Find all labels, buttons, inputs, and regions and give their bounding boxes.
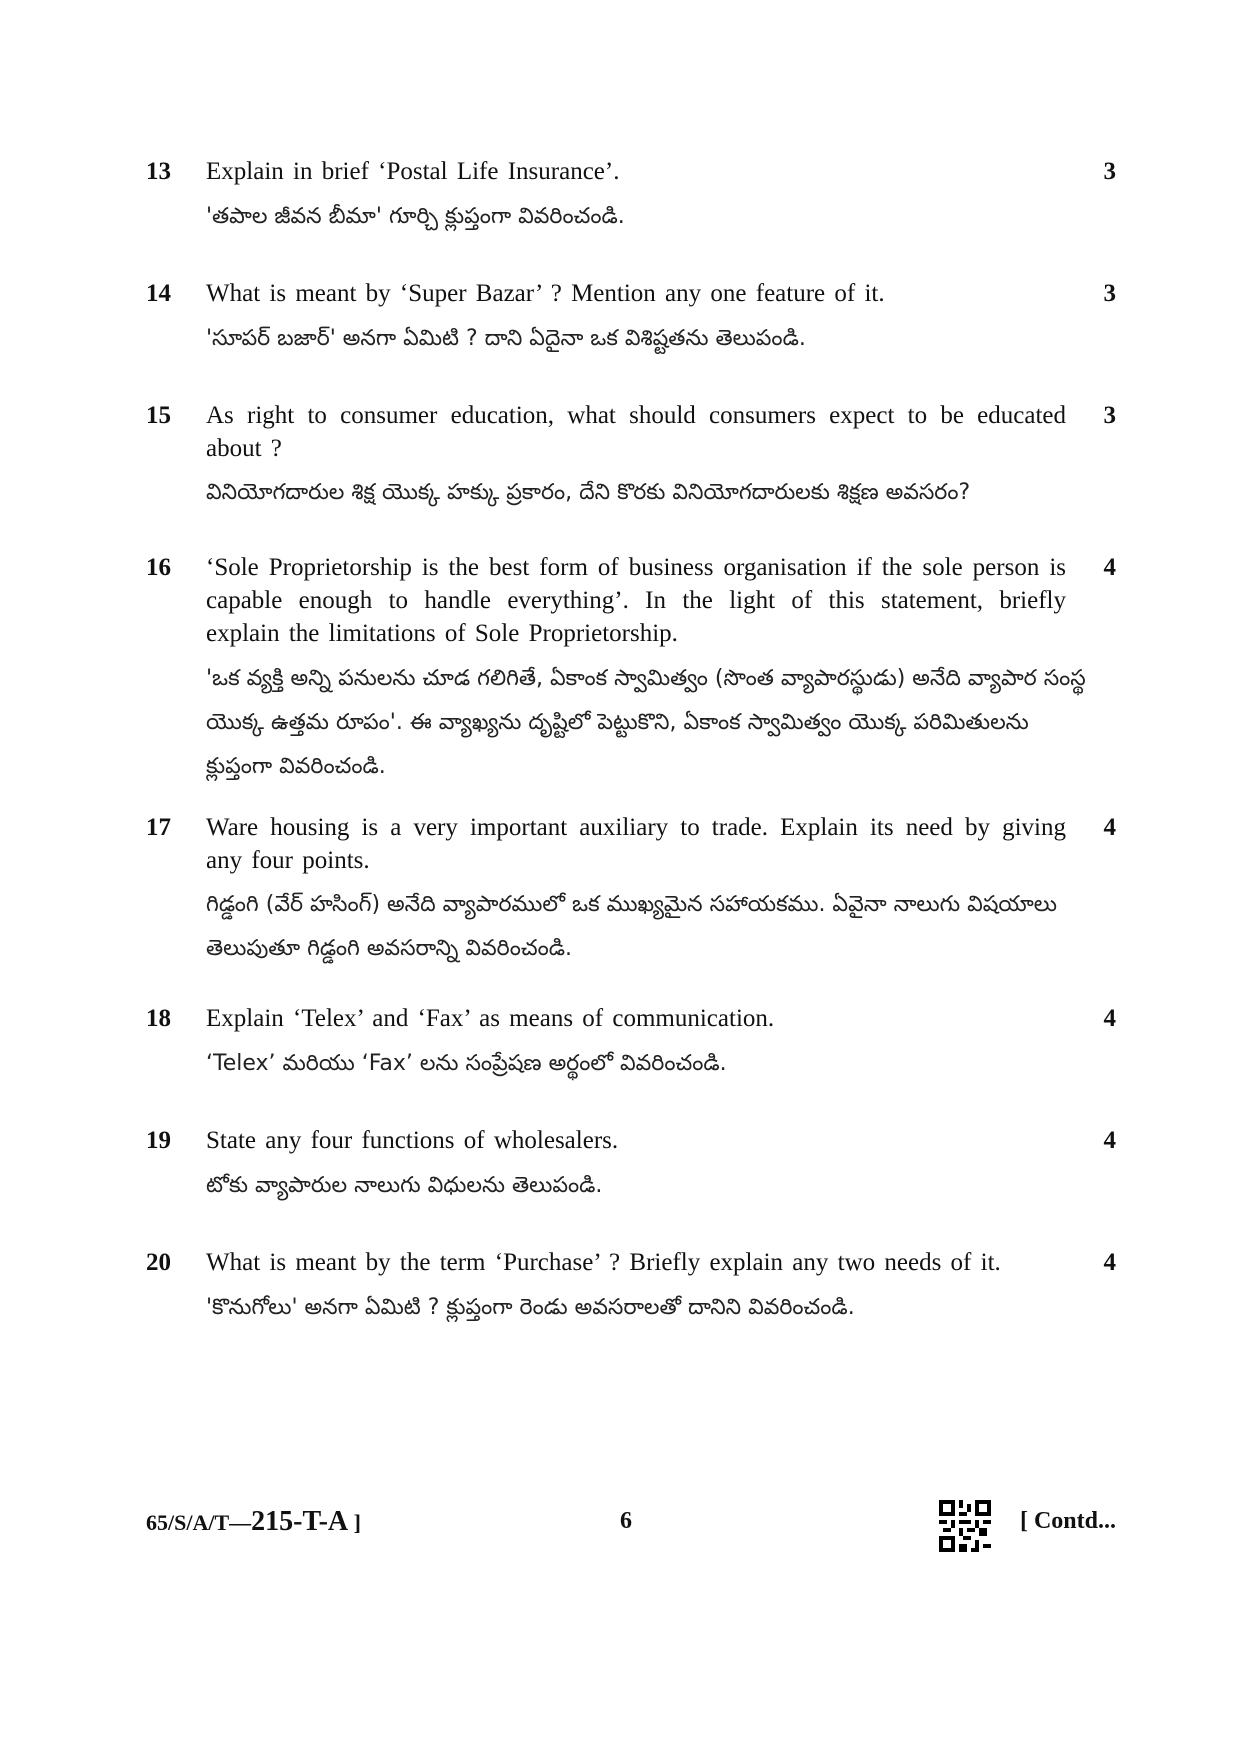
question-text-telugu: గిడ్డంగి (వేర్ హసింగ్) అనేది వ్యాపారములో ఒక ముఖ్యమైన సహాయకము. ఏవైనా నాలుగు విషయాలు తెలుపుతూ గిడ్డంగి అవసరాన్ని వివరించండి.: [206, 892, 1057, 961]
question-number: 19: [146, 1127, 171, 1154]
question-text-english: As right to consumer education, what should consumers expect to be educated about ?: [206, 402, 1066, 462]
question-text-telugu: 'సూపర్ బజార్' అనగా ఏమిటి ? దాని ఏదైనా ఒక విశిష్టతను తెలుపండి.: [206, 326, 806, 351]
page-footer: [146, 1500, 1136, 1550]
paper-code: [146, 1506, 361, 1538]
question-text-english: Explain in brief ‘Postal Life Insurance’.: [206, 158, 620, 185]
paper-code-suffix: ]: [348, 1510, 361, 1535]
question-marks: 4: [1103, 1005, 1116, 1032]
question-marks: 3: [1103, 402, 1116, 429]
paper-code-main: 215-T-A: [251, 1506, 349, 1537]
question-marks: 4: [1103, 1127, 1116, 1154]
question-text-english: ‘Sole Proprietorship is the best form of business organisation if the sole person is capable enough to handle everything’. In the light of this statement, briefly explain the limitations of Sole Proprietorship.: [206, 554, 1066, 647]
question-text-telugu: 'కొనుగోలు' అనగా ఏమిటి ? క్లుప్తంగా రెండు అవసరాలతో దానిని వివరించండి.: [206, 1295, 855, 1320]
question-text-english: Ware housing is a very important auxiliary to trade. Explain its need by giving any four points.: [206, 814, 1066, 874]
question-marks: 4: [1103, 814, 1116, 841]
question-text-telugu: టోకు వ్యాపారుల నాలుగు విధులను తెలుపండి.: [206, 1173, 603, 1198]
paper-code-prefix: 65/S/A/T—: [146, 1510, 252, 1535]
question-marks: 4: [1103, 554, 1116, 581]
question-marks: 4: [1103, 1249, 1116, 1276]
question-number: 14: [146, 280, 171, 307]
question-text-english: Explain ‘Telex’ and ‘Fax’ as means of communication.: [206, 1005, 775, 1032]
question-number: 15: [146, 402, 171, 429]
question-text-telugu: 'తపాల జీవన బీమా' గూర్చి క్లుప్తంగా వివరించండి.: [206, 204, 625, 229]
question-marks: 3: [1103, 158, 1116, 185]
question-text-telugu: 'ఒక వ్యక్తి అన్ని పనులను చూడ గలిగితే, ఏకాంక స్వామిత్వం (సొంత వ్యాపారస్థుడు) అనేది వ్యాపార సంస్థ యొక్క ఉత్తమ రూపం'. ఈ వ్యాఖ్యను దృష్టిలో పెట్టుకొని, ఏకాంక స్వామిత్వం యొక్క పరిమితులను క్లుప్తంగా వివరించండి.: [206, 666, 1086, 779]
continued-label: [ Contd...: [1019, 1508, 1116, 1534]
question-marks: 3: [1103, 280, 1116, 307]
question-number: 18: [146, 1005, 171, 1032]
question-text-english: State any four functions of wholesalers.: [206, 1127, 619, 1154]
question-number: 20: [146, 1249, 171, 1276]
question-text-english: What is meant by ‘Super Bazar’ ? Mention any one feature of it.: [206, 280, 885, 307]
question-number: 16: [146, 554, 171, 581]
question-number: 17: [146, 814, 171, 841]
question-text-telugu: ‘Telex’ మరియు ‘Fax’ లను సంప్రేషణ అర్థంలో వివరించండి.: [206, 1051, 727, 1076]
question-text-telugu: వినియోగదారుల శిక్ష యొక్క హక్కు ప్రకారం, దేని కొరకు వినియోగదారులకు శిక్షణ అవసరం?: [206, 480, 971, 505]
page-number: 6: [620, 1508, 632, 1534]
question-number: 13: [146, 158, 171, 185]
qr-code-icon: [939, 1500, 991, 1552]
question-text-english: What is meant by the term ‘Purchase’ ? Briefly explain any two needs of it.: [206, 1249, 1001, 1276]
